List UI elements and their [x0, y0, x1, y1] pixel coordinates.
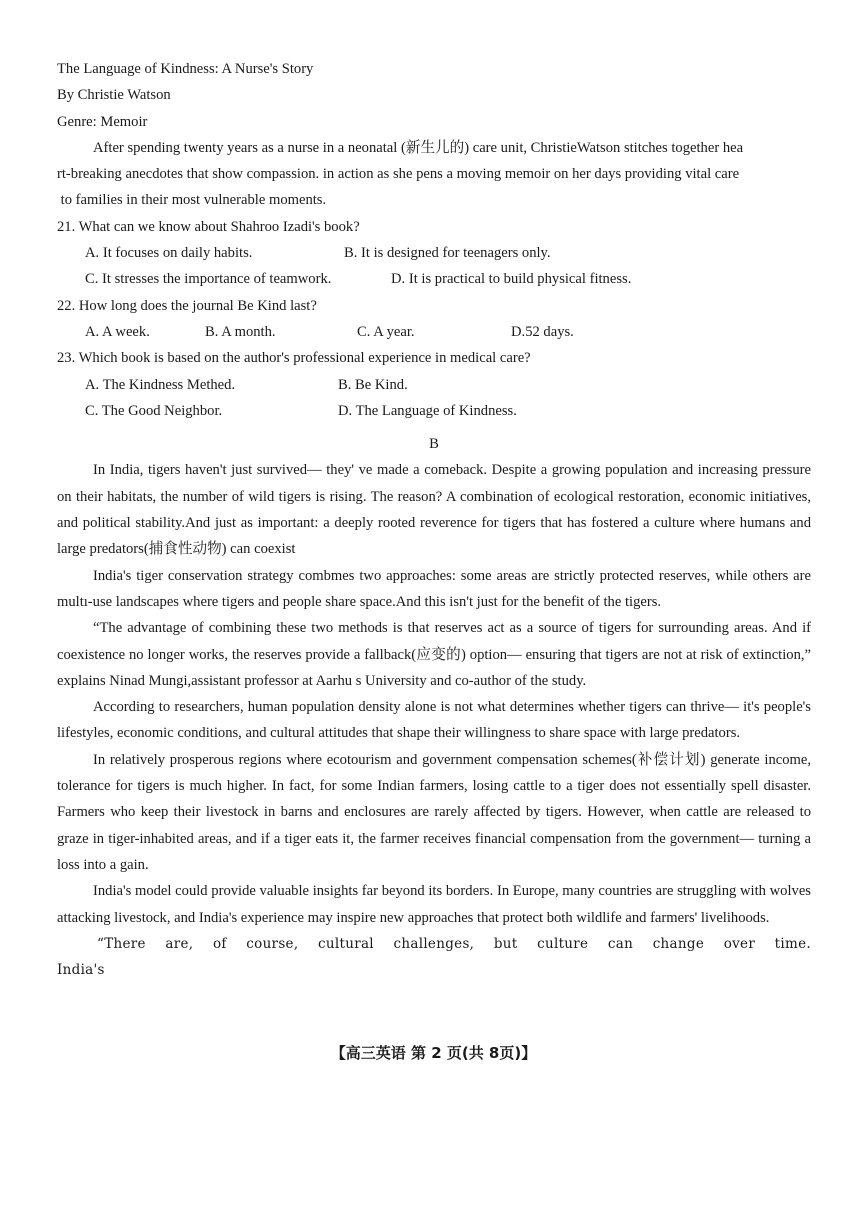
- book-description-line-2: rt-breaking anecdotes that show compassion. in action as she pens a moving memoir on her days providing vital care: [57, 166, 740, 183]
- option-d: D.52 days.: [511, 323, 574, 340]
- paragraph-continued: “There are, of course, cultural challenges, but culture can change over time. India's: [57, 935, 811, 979]
- option-b: B. It is designed for teenagers only.: [344, 245, 551, 262]
- option-d: D. It is practical to build physical fitness.: [391, 271, 632, 288]
- book-genre: Genre: Memoir: [57, 113, 148, 130]
- question-22-options-row: [57, 319, 811, 345]
- book-title: The Language of Kindness: A Nurse's Story: [57, 61, 314, 77]
- question-21-stem: 21. What can we know about Shahroo Izadi's book?: [57, 218, 360, 235]
- paragraph: “The advantage of combining these two methods is that reserves act as a source of tigers for surrounding areas. And if coexistence no longer works, the reserves provide a fallback(应变的) option— ensuring that tigers are not at risk of extinction,” explains Ninad Mungi,assistant professor at Aarhu s University and co-author of the study.: [57, 620, 811, 689]
- book-description-line-3: to families in their most vulnerable moments.: [57, 192, 327, 209]
- option-a: A. It focuses on daily habits.: [85, 245, 253, 262]
- option-a: A. A week.: [85, 323, 150, 340]
- option-d: D. The Language of Kindness.: [338, 402, 517, 419]
- paragraph: In India, tigers haven't just survived— they' ve made a comeback. Despite a growing population and increasing pressure on their habitats, the number of wild tigers is rising. The reason? A combination of ecological restoration, economic initiatives, and political stability.And just as important: a deeply rooted reverence for tigers that has fostered a culture where humans and large predators(捕食性动物) can coexist: [57, 462, 811, 558]
- option-c: C. The Good Neighbor.: [85, 402, 223, 419]
- question-21-options-row-1: [57, 240, 811, 266]
- book-author: By Christie Watson: [57, 87, 171, 104]
- page-footer: 【高三英语 第 2 页(共 8页)】: [330, 1044, 537, 1062]
- question-23-options-row-1: [57, 372, 811, 398]
- option-c: C. It stresses the importance of teamwork.: [85, 271, 332, 288]
- question-23-options-row-2: [57, 398, 811, 424]
- book-description-line-1: After spending twenty years as a nurse in a neonatal (新生儿的) care unit, ChristieWatson stitches together hea: [93, 139, 744, 156]
- section-b-heading: B: [429, 436, 439, 453]
- option-a: A. The Kindness Methed.: [85, 376, 236, 393]
- option-c: C. A year.: [357, 323, 415, 340]
- paragraph: In relatively prosperous regions where ecotourism and government compensation schemes(补偿计划) generate income, tolerance for tigers is much higher. In fact, for some Indian farmers, losing cattle to a tiger does not essentially spell disaster. Farmers who keep their livestock in barns and enclosures are rarely affected by tigers. However, when cattle are released to graze in tiger-inhabited areas, and if a tiger eats it, the farmer receives financial compensation from the government— turning a loss into a gain.: [57, 751, 811, 873]
- option-b: B. A month.: [205, 323, 276, 340]
- question-22-stem: 22. How long does the journal Be Kind last?: [57, 297, 317, 314]
- question-21-options-row-2: [57, 266, 811, 292]
- option-b: B. Be Kind.: [338, 376, 408, 393]
- paragraph: India's tiger conservation strategy combmes two approaches: some areas are strictly protected reserves, while others are multı-use landscapes where tigers and people share space.And this isn't just for the benefit of the tigers.: [57, 567, 811, 610]
- paragraph: India's model could provide valuable insights far beyond its borders. In Europe, many countries are struggling with wolves attacking livestock, and India's experience may inspire new approaches that protect both wildlife and farmers' livelihoods.: [57, 883, 811, 926]
- question-23-stem: 23. Which book is based on the author's professional experience in medical care?: [57, 350, 531, 367]
- paragraph: According to researchers, human population density alone is not what determines whether tigers can thrive— it's people's lifestyles, economic conditions, and cultural attitudes that shape their willingness to share space with large predators.: [57, 699, 811, 742]
- page-content: [57, 56, 811, 983]
